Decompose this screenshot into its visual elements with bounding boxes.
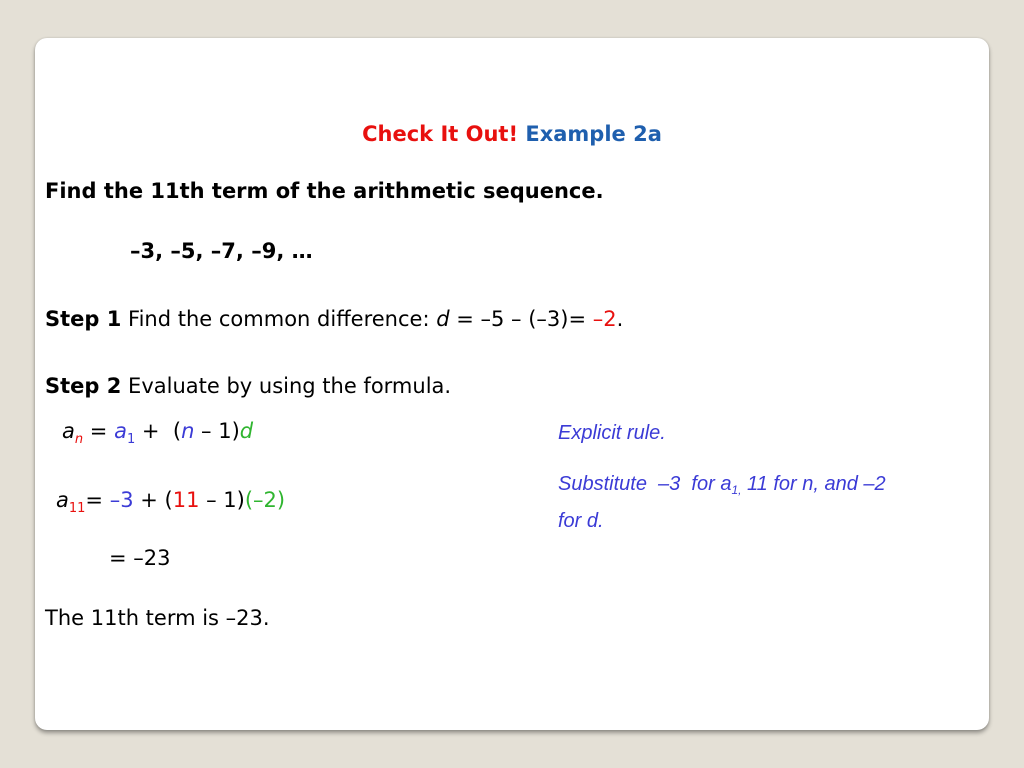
formula-equals: = [83,419,115,443]
formula-one-subscript: 1 [126,432,136,447]
step-1-result: –2 [592,307,617,331]
formula-n-subscript: n [74,432,84,447]
explicit-formula [62,419,253,447]
slide-card [35,38,989,730]
subst-a: a [56,488,69,512]
note-substitute-before: Substitute –3 for a [558,473,732,495]
step-2-line [45,374,451,398]
formula-a1: a [114,419,127,443]
title-check-it-out: Check It Out! [362,122,519,146]
note-explicit-rule: Explicit rule. [558,422,666,444]
title-example: Example 2a [525,122,662,146]
formula-d: d [239,419,254,443]
step-1-text: Find the common difference: [121,307,437,331]
note-substitute-line-1 [558,469,886,506]
subst-minus-one: – 1) [199,488,245,512]
sequence-terms: –3, –5, –7, –9, … [130,239,313,263]
step-1-d: d [436,307,450,331]
subst-equals: = [85,488,110,512]
note-substitute-subscript: 1, [731,483,742,497]
step-1-label: Step 1 [45,307,122,331]
subst-plus-open: + ( [133,488,173,512]
note-substitute-line-2: for d. [558,510,604,532]
formula-a: a [62,419,75,443]
note-substitute [558,469,886,537]
subst-eleven: 11 [172,488,200,512]
step-2-text: Evaluate by using the formula. [121,374,452,398]
conclusion: The 11th term is –23. [45,606,270,630]
step-1-expression: = –5 – (–3)= [449,307,593,331]
formula-minus-one: – 1) [194,419,240,443]
formula-plus-open: + ( [135,419,182,443]
note-substitute-after: 11 for n, and –2 [741,473,886,495]
substitution-line [56,488,285,516]
problem-prompt: Find the 11th term of the arithmetic sequence. [45,179,604,203]
result-line: = –23 [109,546,171,570]
subst-difference: (–2) [244,488,286,512]
subst-11-subscript: 11 [68,501,86,516]
step-1-line [45,307,623,331]
step-2-label: Step 2 [45,374,122,398]
step-1-period: . [616,307,624,331]
subst-first-term: –3 [109,488,134,512]
formula-n: n [181,419,195,443]
slide-title [35,122,989,146]
